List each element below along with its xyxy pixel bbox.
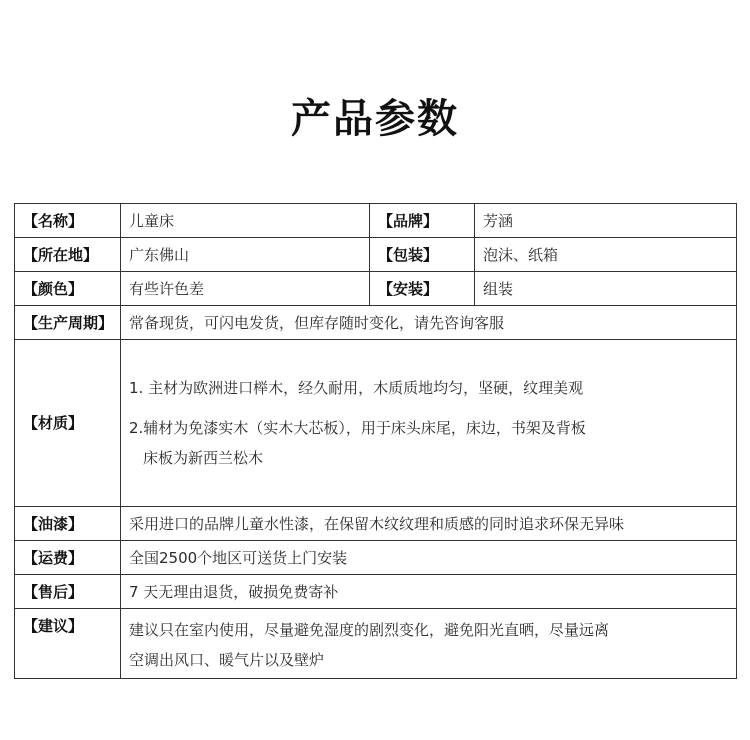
- location-value: 广东佛山: [121, 238, 370, 272]
- material-label: 【材质】: [15, 340, 121, 507]
- material-line-3: 床板为新西兰松木: [143, 449, 264, 467]
- name-value: 儿童床: [121, 204, 370, 238]
- table-row: [15, 272, 737, 306]
- material-line-1: 1. 主材为欧洲进口榉木，经久耐用，木质质地均匀，坚硬，纹理美观: [129, 379, 584, 397]
- color-label: 【颜色】: [15, 272, 121, 306]
- packaging-value: 泡沫、纸箱: [475, 238, 737, 272]
- advice-label: 【建议】: [15, 609, 121, 679]
- color-value: 有些许色差: [121, 272, 370, 306]
- paint-value: 采用进口的品牌儿童水性漆，在保留木纹纹理和质感的同时追求环保无异味: [121, 507, 737, 541]
- paint-label: 【油漆】: [15, 507, 121, 541]
- shipping-label: 【运费】: [15, 541, 121, 575]
- brand-label: 【品牌】: [370, 204, 475, 238]
- table-row: [15, 541, 737, 575]
- page-title: 产品参数: [291, 96, 459, 142]
- install-label: 【安装】: [370, 272, 475, 306]
- production-label: 【生产周期】: [15, 306, 121, 340]
- table-row: [15, 340, 737, 507]
- product-parameters-table: [14, 203, 737, 679]
- packaging-label: 【包装】: [370, 238, 475, 272]
- material-value: [121, 340, 737, 507]
- table-row: [15, 204, 737, 238]
- location-label: 【所在地】: [15, 238, 121, 272]
- advice-line-1: 建议只在室内使用，尽量避免湿度的剧烈变化，避免阳光直晒，尽量远离: [129, 621, 610, 639]
- advice-value: [121, 609, 737, 679]
- brand-value: 芳涵: [475, 204, 737, 238]
- table-row: [15, 609, 737, 679]
- advice-line-2: 空调出风口、暖气片以及壁炉: [129, 651, 325, 669]
- name-label: 【名称】: [15, 204, 121, 238]
- aftersale-label: 【售后】: [15, 575, 121, 609]
- install-value: 组装: [475, 272, 737, 306]
- shipping-value: 全国2500个地区可送货上门安装: [121, 541, 737, 575]
- table-row: [15, 507, 737, 541]
- material-line-2: 2.辅材为免漆实木（实木大芯板），用于床头床尾，床边，书架及背板: [129, 419, 586, 437]
- production-value: 常备现货，可闪电发货，但库存随时变化，请先咨询客服: [121, 306, 737, 340]
- table-row: [15, 238, 737, 272]
- table-row: [15, 306, 737, 340]
- aftersale-value: 7 天无理由退货，破损免费寄补: [121, 575, 737, 609]
- table-row: [15, 575, 737, 609]
